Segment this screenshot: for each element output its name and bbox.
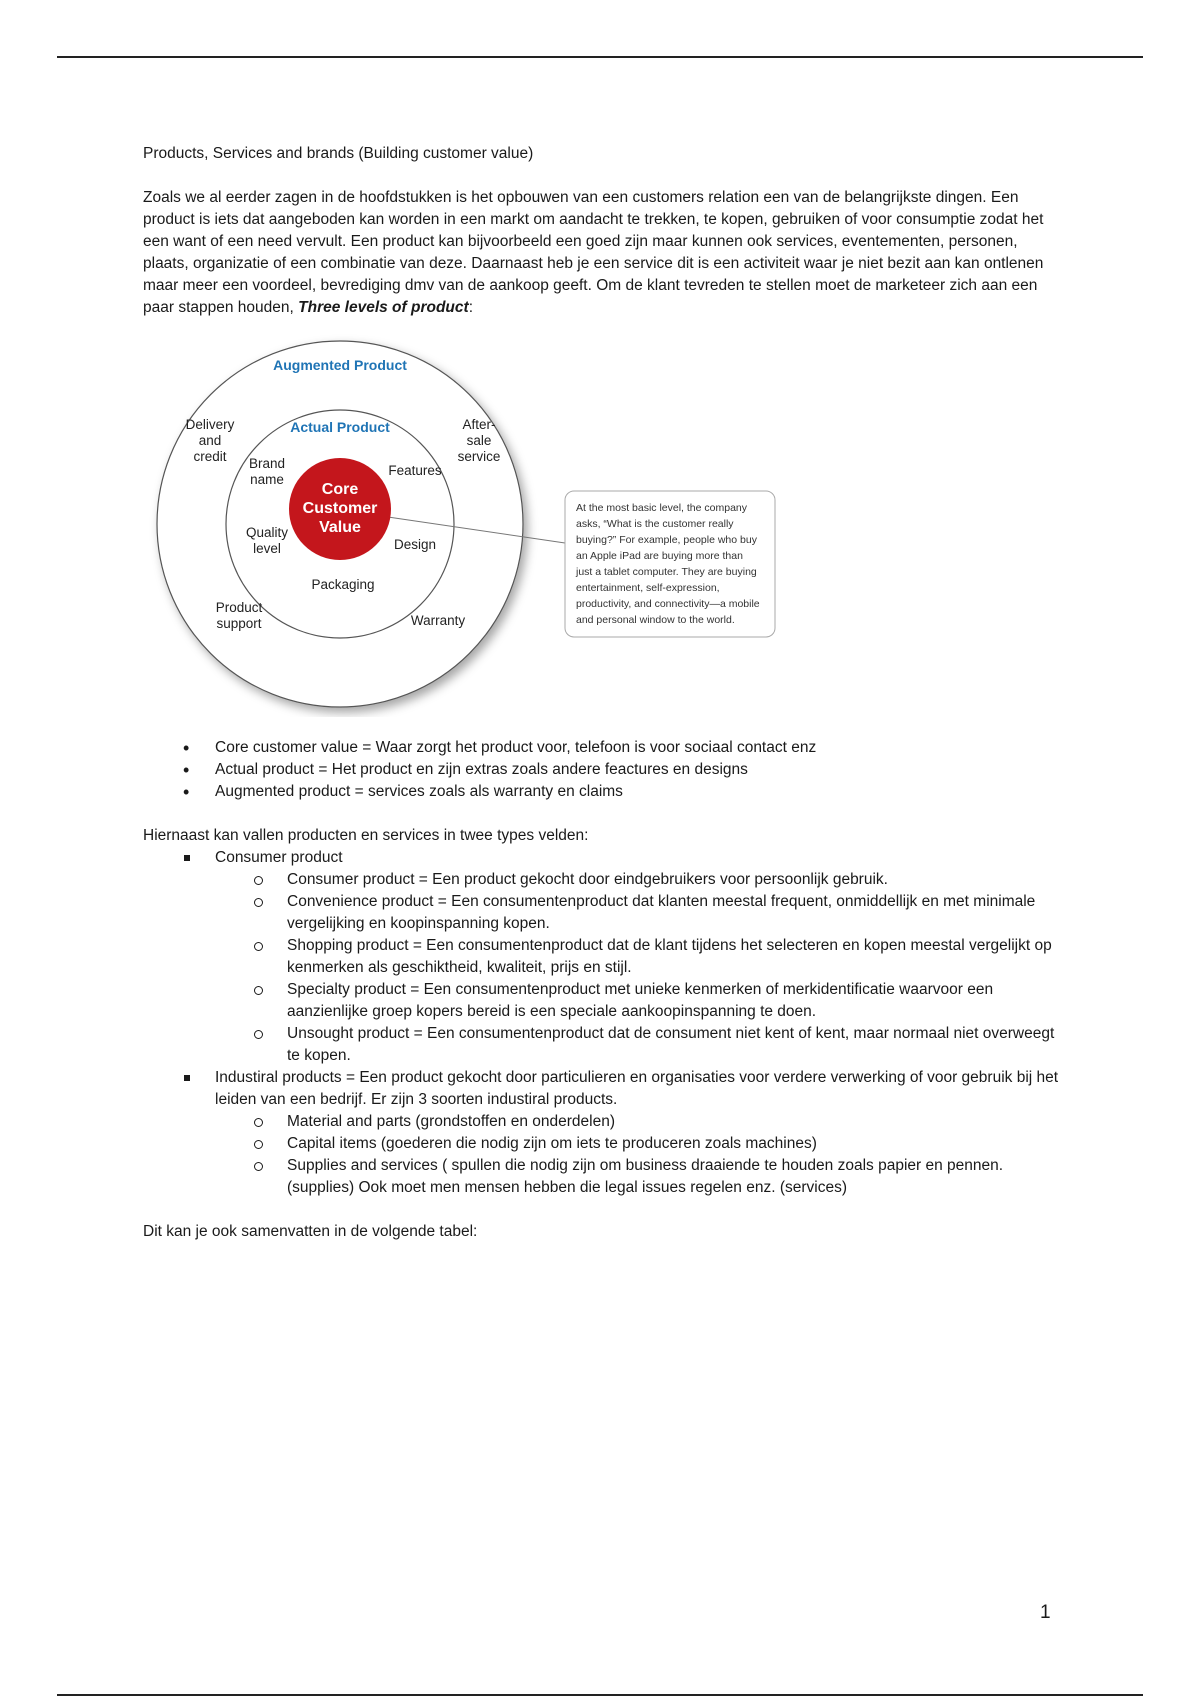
core-label-3: Value [319,519,361,536]
document-title: Products, Services and brands (Building customer value) [143,145,534,162]
callout-line-1: At the most basic level, the company [576,502,747,514]
three-levels-diagram [143,327,783,717]
after-sale-label-3: service [457,449,501,464]
levels-bullet-list [143,737,1063,803]
quality-level-label-1: Quality [245,525,289,540]
list-item: • Actual product = Het product en zijn extras zoals andere feactures en designs [143,759,1063,781]
product-types-list [143,847,1063,1199]
intro-end: : [468,299,473,316]
callout-line-2: asks, “What is the customer really [576,518,734,530]
industrial-product-label: Industiral products = Een product gekocht door particulieren en organisaties voor verdere verwerking of voor gebruik bij het leiden van een bedrijf. Er zijn 3 soorten industiral products. [215,1069,1059,1108]
list-item: Supplies and services ( spullen die nodig zijn om business draaiende te houden zoals papier en pennen. (supplies) Ook moet men mensen hebben die legal issues regelen enz. (services) [215,1155,1063,1199]
packaging-label: Packaging [311,577,375,592]
consumer-sublist [215,869,1063,1067]
callout-line-8: and personal window to the world. [576,614,735,626]
design-label: Design [393,537,437,552]
after-sale-label-2: sale [466,433,492,448]
list-item: • Core customer value = Waar zorgt het product voor, telefoon is voor sociaal contact enz [143,737,1063,759]
delivery-label-2: and [198,433,222,448]
delivery-label-3: credit [193,449,227,464]
after-sale-label-1: After- [462,417,496,432]
consumer-product-label: Consumer product [215,849,343,866]
types-intro: Hiernaast kan vallen producten en services in twee types velden: [143,827,589,844]
footer-rule [57,1694,1143,1696]
industrial-sublist [215,1111,1063,1199]
industrial-product-item [143,1067,1063,1199]
callout-line-5: just a tablet computer. They are buying [576,566,757,578]
actual-product-title: Actual Product [290,419,390,435]
augmented-product-title: Augmented Product [273,357,407,373]
intro-text: Zoals we al eerder zagen in de hoofdstukken is het opbouwen van een customers relation een van de belangrijkste dingen. Een product is iets dat aangeboden kan worden in een markt om aandacht te trekken, te kopen, gebruiken of voor consumptie zodat het een want of een need vervult. Een product kan bijvoorbeeld een goed zijn maar kunnen ook services, eventementen, personen, plaats, organizatie of een combinatie van deze. Daarnaast heb je een service dit is een activiteit waar je niet bezit aan kan ontlenen maar meer een voordeel, bevrediging dmv van de aankoop geeft. Om de klant tevreden te stellen moet de marketeer zich aan een paar stappen houden, [143,189,1044,316]
list-item: Specialty product = Een consumentenproduct met unieke kenmerken of merkidentificatie waarvoor een aanzienlijke groep kopers bereid is een speciale aankoopinspanning te doen. [215,979,1063,1023]
core-label-1: Core [321,481,359,498]
list-item: Material and parts (grondstoffen en onderdelen) [215,1111,1063,1133]
brand-name-label-2: name [250,472,284,487]
list-item: • Augmented product = services zoals als warranty en claims [143,781,1063,803]
three-levels-svg [143,327,783,717]
list-item: Unsought product = Een consumentenproduct dat de consument niet kent of kent, maar normaal niet overweegt te kopen. [215,1023,1063,1067]
closing-sentence: Dit kan je ook samenvatten in de volgende tabel: [143,1223,478,1240]
intro-paragraph [143,187,1063,319]
list-item: Convenience product = Een consumentenproduct dat klanten meestal frequent, onmiddellijk en met minimale vergelijking en koopinspanning kopen. [215,891,1063,935]
consumer-product-item [143,847,1063,1067]
intro-emphasis: Three levels of product [298,299,469,316]
page-number: 1 [1040,1602,1051,1623]
header-rule [57,56,1143,58]
features-label: Features [388,463,442,478]
callout-line-6: entertainment, self-expression, [576,582,720,594]
product-support-label-2: support [216,616,262,631]
list-item: Capital items (goederen die nodig zijn om iets te produceren zoals machines) [215,1133,1063,1155]
callout-line-3: buying?” For example, people who buy [576,534,757,546]
warranty-label: Warranty [410,613,466,628]
document-body [143,143,1063,1243]
product-support-label-1: Product [215,600,263,615]
delivery-label-1: Delivery [185,417,235,432]
list-item: Shopping product = Een consumentenproduct dat de klant tijdens het selecteren en kopen meestal vergelijkt op kenmerken als geschiktheid, kwaliteit, prijs en stijl. [215,935,1063,979]
quality-level-label-2: level [253,541,281,556]
list-item: Consumer product = Een product gekocht door eindgebruikers voor persoonlijk gebruik. [215,869,1063,891]
core-label-2: Customer [302,500,378,517]
brand-name-label-1: Brand [248,456,286,471]
callout-line-7: productivity, and connectivity—a mobile [576,598,760,610]
callout-line-4: an Apple iPad are buying more than [576,550,743,562]
